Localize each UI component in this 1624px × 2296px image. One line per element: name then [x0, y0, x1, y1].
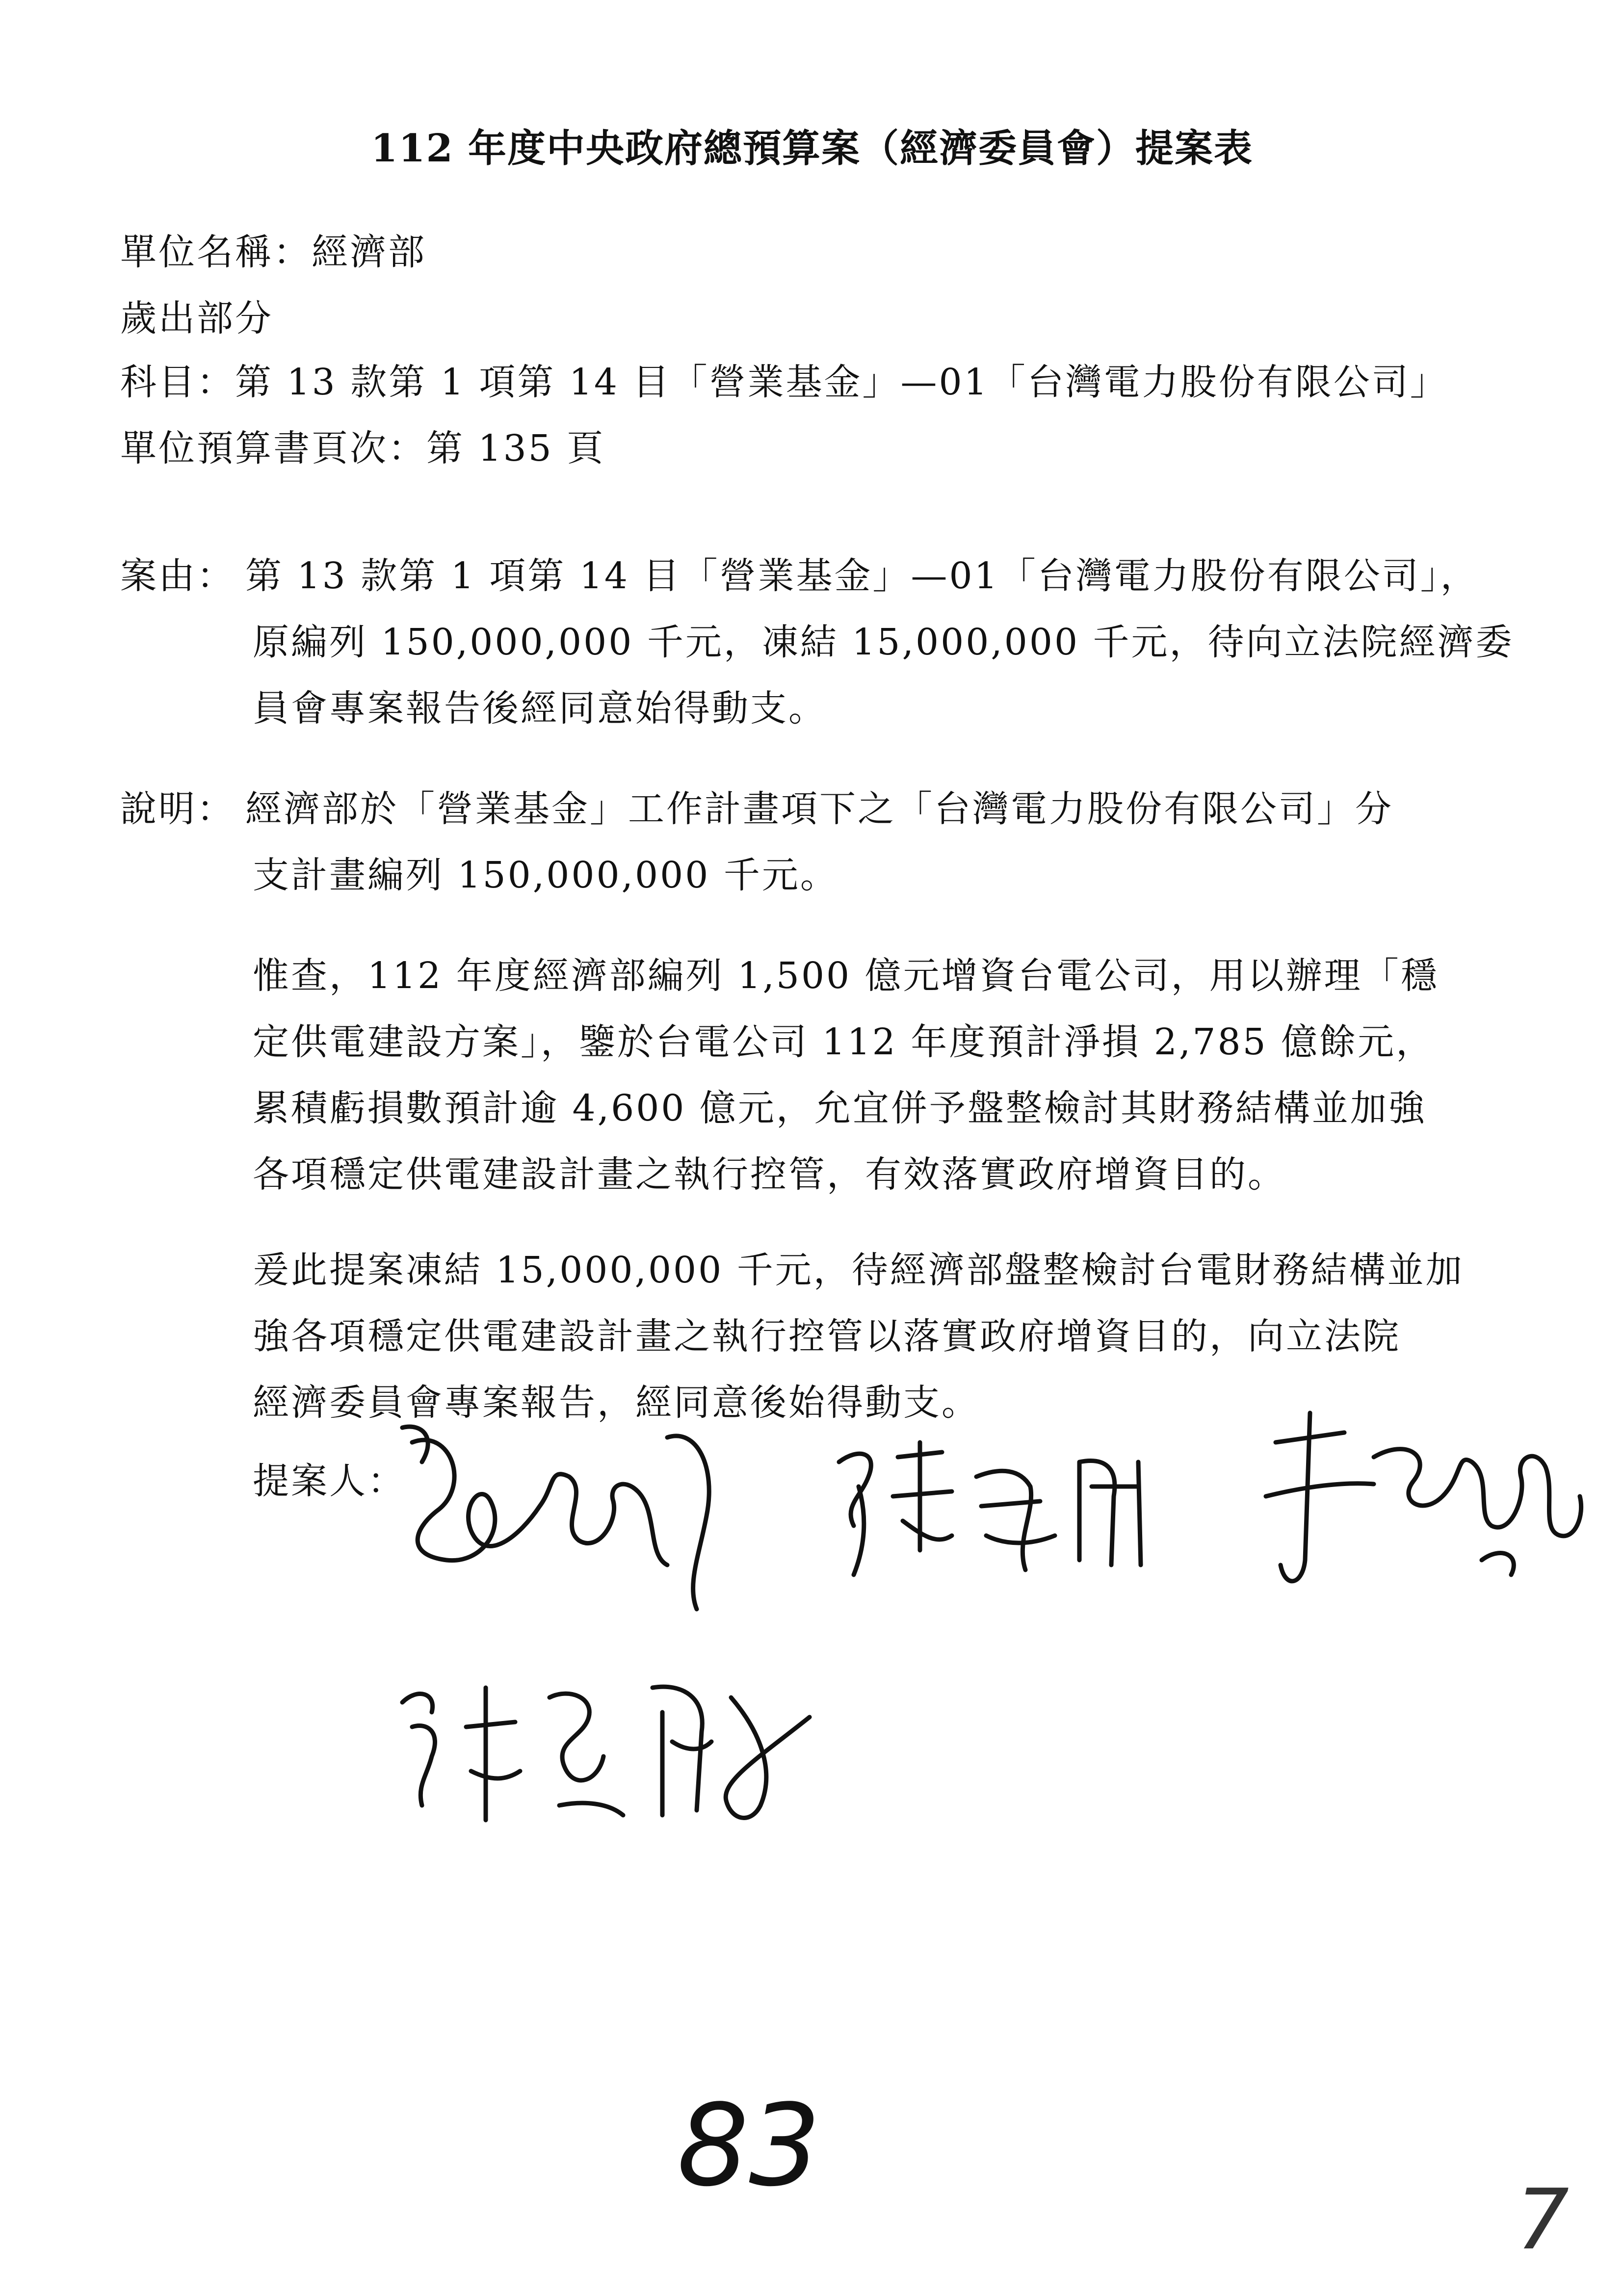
- explanation-p2-line: 惟查，112 年度經濟部編列 1,500 億元增資台電公司，用以辦理「穩: [253, 955, 1439, 997]
- document-title: 112 年度中央政府總預算案（經濟委員會）提案表: [371, 126, 1253, 171]
- page-number: 83: [677, 2081, 821, 2212]
- signature: [393, 1408, 746, 1619]
- explanation-p1-line: 支計畫編列 150,000,000 千元。: [253, 854, 838, 896]
- signature: [1246, 1398, 1599, 1619]
- corner-number: 7: [1516, 2171, 1570, 2269]
- proposal-label: 案由：: [120, 555, 235, 597]
- proposal-line: 原編列 150,000,000 千元，凍結 15,000,000 千元，待向立法院經濟委: [253, 621, 1514, 663]
- proposal-line: 第 13 款第 1 項第 14 目「營業基金」—01「台灣電力股份有限公司」，: [245, 555, 1479, 597]
- expenditure-section: 歲出部分: [120, 297, 273, 339]
- explanation-p2-line: 定供電建設方案」，鑒於台電公司 112 年度預計淨損 2,785 億餘元，: [253, 1021, 1435, 1063]
- signature: [388, 1658, 829, 1840]
- explanation-label: 說明：: [120, 788, 235, 830]
- explanation-p3-line: 爰此提案凍結 15,000,000 千元，待經濟部盤整檢討台電財務結構並加: [253, 1249, 1464, 1291]
- unit-name: 單位名稱：經濟部: [120, 231, 426, 273]
- explanation-p2-line: 累積虧損數預計逾 4,600 億元，允宜併予盤整檢討其財務結構並加強: [253, 1087, 1427, 1129]
- explanation-p3-line: 強各項穩定供電建設計畫之執行控管以落實政府增資目的，向立法院: [253, 1315, 1401, 1357]
- budget-page-ref: 單位預算書頁次：第 135 頁: [120, 427, 605, 470]
- signature: [824, 1423, 1178, 1585]
- explanation-p1-line: 經濟部於「營業基金」工作計畫項下之「台灣電力股份有限公司」分: [245, 788, 1393, 830]
- explanation-p3-line: 經濟委員會專案報告，經同意後始得動支。: [253, 1382, 980, 1424]
- budget-subject: 科目：第 13 款第 1 項第 14 目「營業基金」—01「台灣電力股份有限公司」: [120, 361, 1448, 403]
- proposer-label: 提案人：: [253, 1460, 406, 1502]
- proposal-line: 員會專案報告後經同意始得動支。: [253, 687, 827, 730]
- explanation-p2-line: 各項穩定供電建設計畫之執行控管，有效落實政府增資目的。: [253, 1153, 1286, 1196]
